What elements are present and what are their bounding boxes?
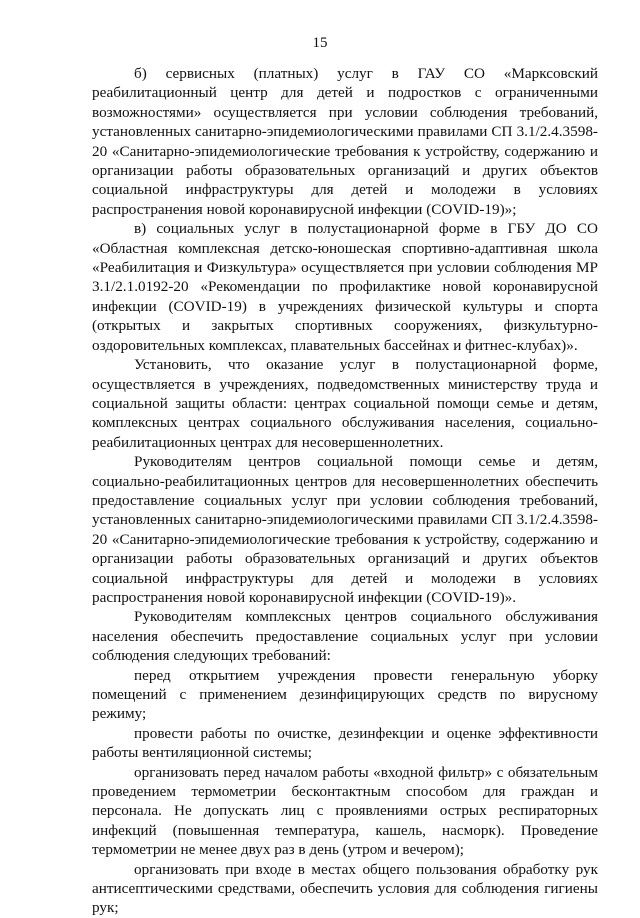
paragraph-services-semistationary: в) социальных услуг в полустационарной форме в ГБУ ДО СО «Областная комплексная детско-юношеская спортивно-адаптивная школа «Реабилитация и Физкультура» осуществляется при условии соблюдения МР 3.1/2.1.0192-20 «Рекомендации по профилактике новой коронавирусной инфекции (COVID-19) в учреждениях физической культуры и спорта (открытых и закрытых спортивных сооружениях, физкультурно-оздоровительных комплексах, плавательных бассейнах и фитнес-клубах)». (92, 220, 598, 354)
paragraph-establish: Установить, что оказание услуг в полустационарной форме, осуществляется в учреждениях, подведомственных министерству труда и социальной защиты области: центрах социальной помощи семье и детям, комплексных центрах социального обслуживания населения, социально-реабилитационных центрах для несовершеннолетних. (92, 356, 598, 451)
paragraph-general-cleaning: перед открытием учреждения провести генеральную уборку помещений с применением дезинфицирующих средств по вирусному режиму; (92, 666, 598, 723)
paragraph-entry-filter: организовать перед началом работы «входной фильтр» с обязательным проведением термометрии бесконтактным способом для граждан и персонала. Не допускать лиц с проявлениями острых респираторных инфекций (повышенная температура, кашель, насморк). Проведение термометрии не менее двух раз в день (утром и вечером); (92, 763, 598, 859)
paragraph-services-paid: б) сервисных (платных) услуг в ГАУ СО «Марксовский реабилитационный центр для детей и подростков с ограниченными возможностями» осуществляется при условии соблюдения требований, установленных санитарно-эпидемиологическими правилами СП 3.1/2.4.3598-20 «Санитарно-эпидемиологические требования к устройству, содержанию и организации работы образовательных организаций и других объектов социальной инфраструктуры для детей и молодежи в условиях распространения новой коронавирусной инфекции (COVID-19)»; (92, 65, 598, 218)
paragraph-heads-family-centers: Руководителям центров социальной помощи семье и детям, социально-реабилитационных центров для несовершеннолетних обеспечить предоставление социальных услуг при условии соблюдения требований, установленных санитарно-эпидемиологическими правилами СП 3.1/2.4.3598-20 «Санитарно-эпидемиологические требования к устройству, содержанию и организации работы образовательных организаций и других объектов социальной инфраструктуры для детей и молодежи в условиях распространения новой коронавирусной инфекции (COVID-19)». (92, 453, 598, 606)
paragraph-heads-complex-centers: Руководителям комплексных центров социального обслуживания населения обеспечить предоставление социальных услуг при условии соблюдения следующих требований: (92, 608, 598, 665)
paragraph-hand-hygiene: организовать при входе в местах общего пользования обработку рук антисептическими средствами, обеспечить условия для соблюдения гигиены рук; (92, 860, 598, 917)
page-number: 15 (312, 35, 328, 51)
paragraph-ventilation: провести работы по очистке, дезинфекции и оценке эффективности работы вентиляционной системы; (92, 724, 598, 762)
document-body (92, 64, 598, 918)
